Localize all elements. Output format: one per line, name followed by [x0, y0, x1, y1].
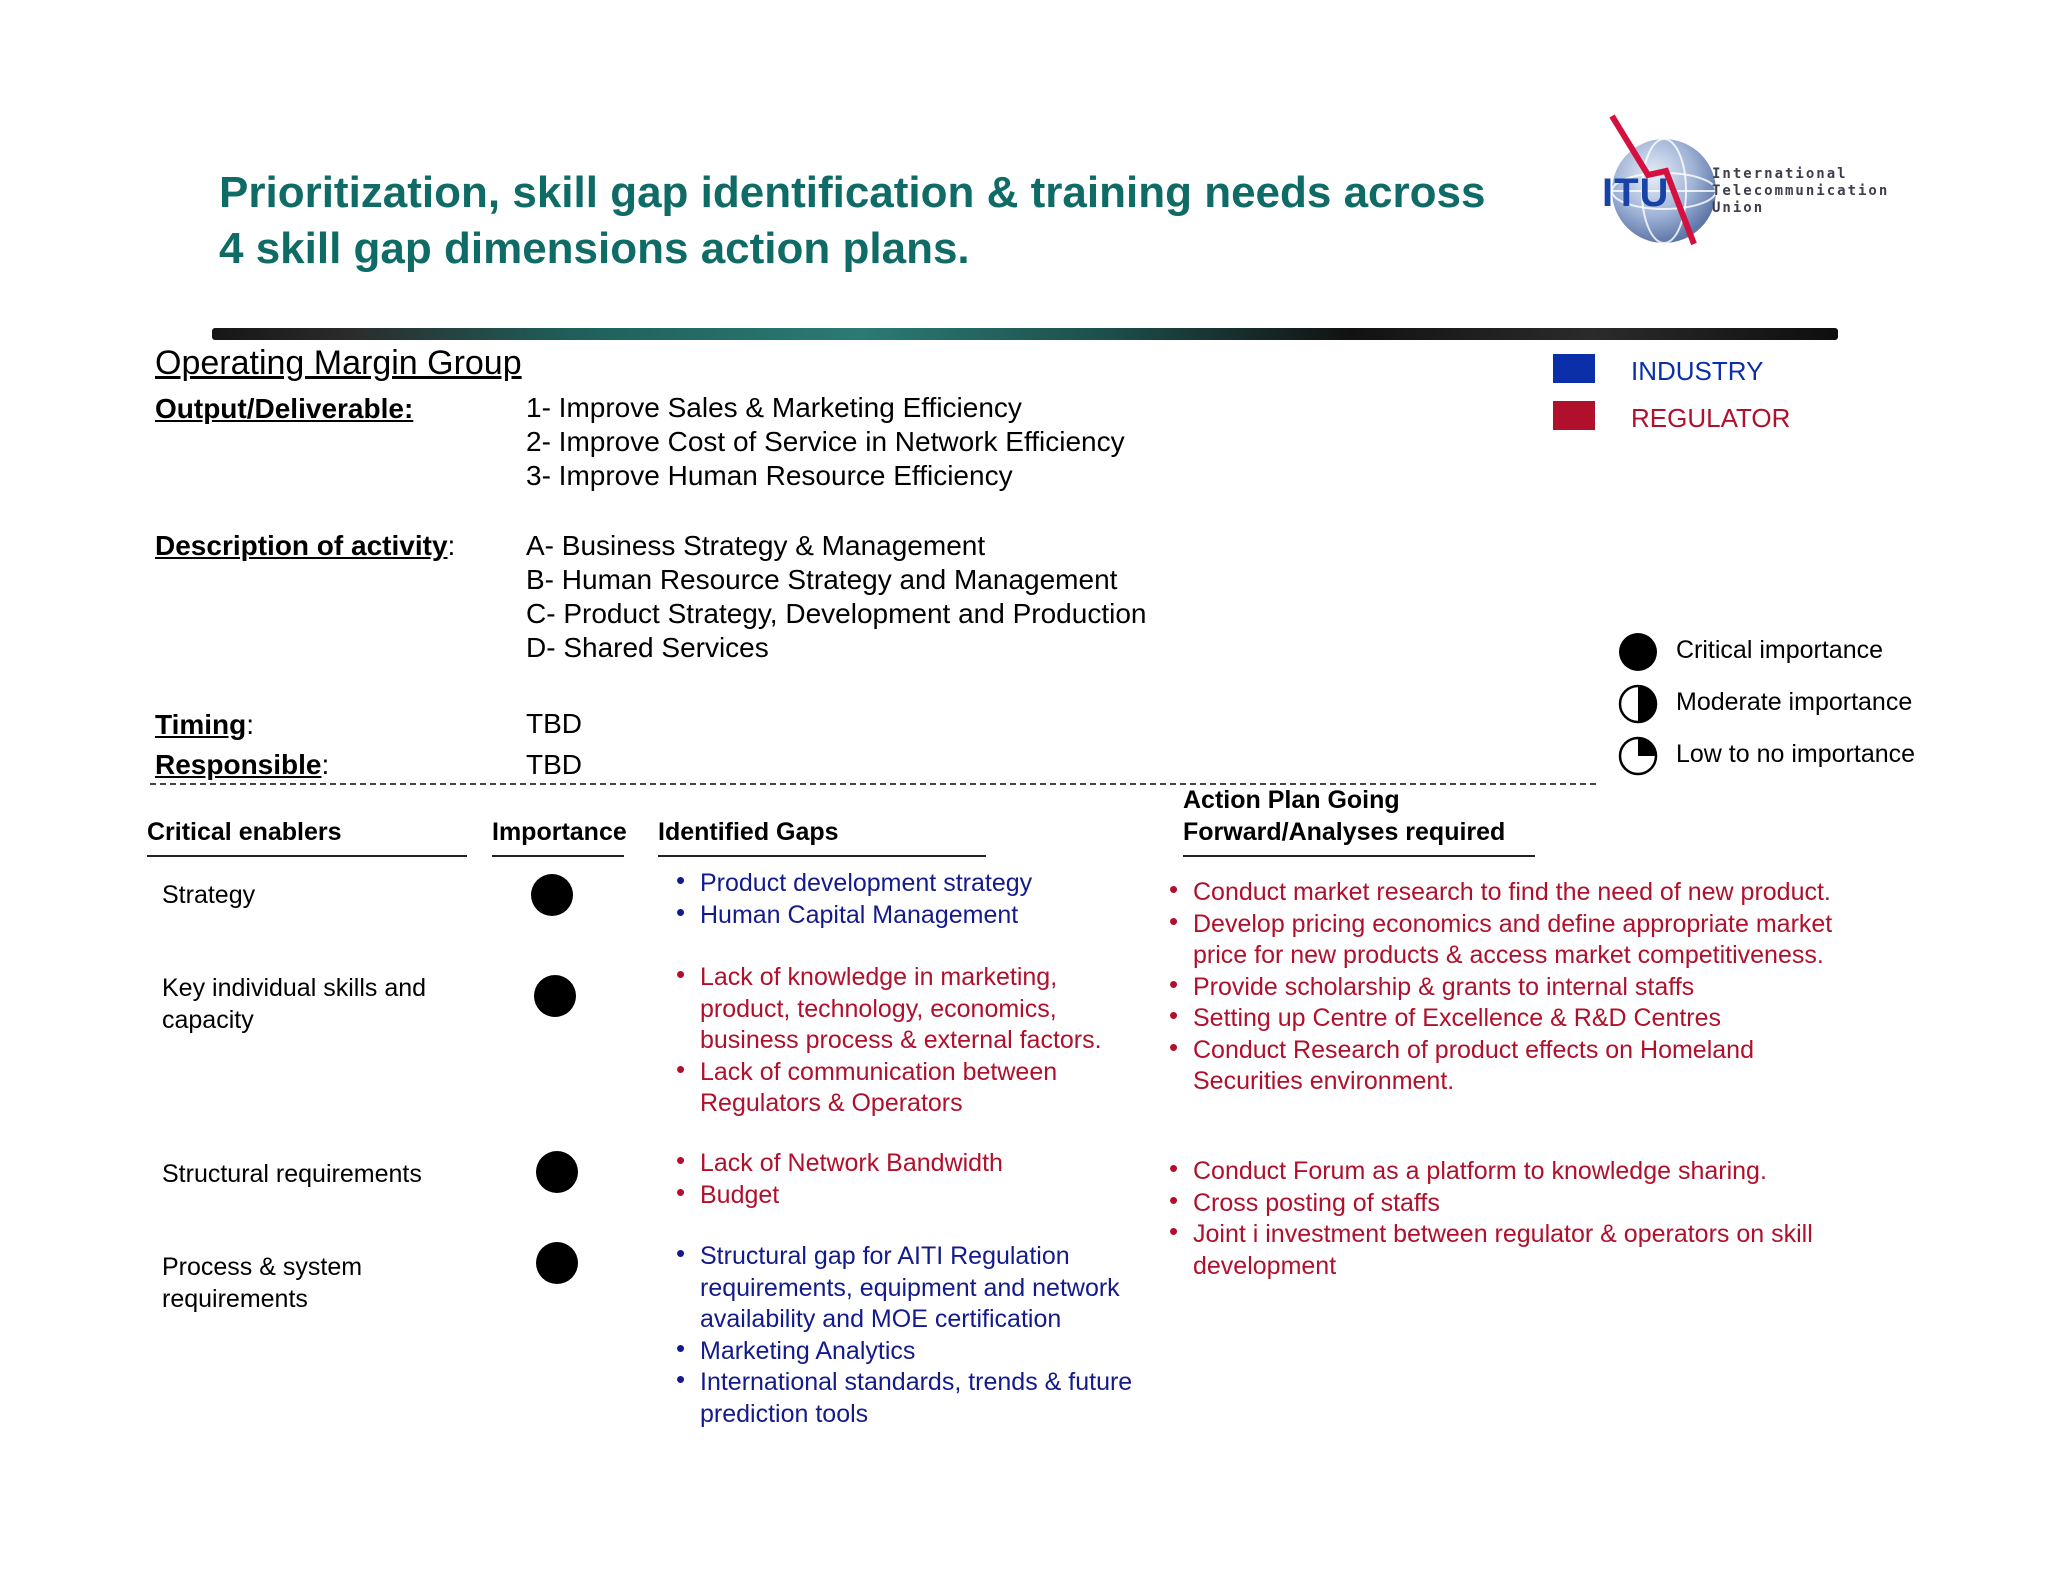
logo-line-2: Telecommunication: [1712, 183, 1890, 199]
description-colon: :: [447, 530, 456, 561]
responsible-label-wrap: [155, 749, 329, 781]
responsible-label: Responsible: [155, 749, 322, 780]
action-item: • Conduct Forum as a platform to knowledge sharing.: [1167, 1156, 1867, 1188]
action-item: • Joint i investment between regulator & operators on skill development: [1167, 1219, 1853, 1282]
importance-critical-icon: [531, 874, 573, 916]
col-header-enablers: Critical enablers: [147, 818, 342, 846]
moderate-importance-label: Moderate importance: [1676, 688, 1913, 716]
enabler-text: Key individual skills and: [162, 974, 427, 1002]
industry-swatch: [1553, 354, 1595, 383]
col-rule-enablers: [147, 855, 467, 857]
timing-value: TBD: [526, 708, 582, 739]
page-title-line-1: Prioritization, skill gap identification & training needs across: [219, 168, 1486, 217]
col-rule-action: [1183, 855, 1535, 857]
gap-item: • Budget: [674, 1180, 1074, 1212]
action-item: • Conduct Research of product effects on Homeland Securities environment.: [1167, 1035, 1793, 1098]
enabler-text: capacity: [162, 1006, 254, 1034]
gap-item: • Lack of communication between Regulators & Operators: [674, 1057, 1100, 1120]
col-header-action-line-1: Action Plan Going: [1183, 786, 1400, 814]
action-item: • Cross posting of staffs: [1167, 1188, 1867, 1220]
action-item: • Develop pricing economics and define appropriate market price for new products & access market competitiveness.: [1167, 909, 1867, 972]
enabler-process: [162, 1251, 362, 1315]
gap-item: • Lack of Network Bandwidth: [674, 1148, 1074, 1180]
col-header-action: [1183, 784, 1505, 848]
description-item: B- Human Resource Strategy and Management: [526, 564, 1118, 595]
moderate-importance-icon: [1618, 684, 1658, 724]
industry-label: INDUSTRY: [1631, 356, 1764, 386]
gaps-structural-list: [674, 1148, 1074, 1211]
importance-critical-icon: [534, 975, 576, 1017]
actions-group-1-list: [1167, 877, 1867, 1098]
responsible-colon: :: [321, 749, 330, 780]
col-header-gaps: Identified Gaps: [658, 818, 839, 846]
actions-group-2-list: [1167, 1156, 1867, 1282]
timing-label-wrap: [155, 709, 254, 741]
gap-item: • Marketing Analytics: [674, 1336, 1154, 1368]
action-item: • Provide scholarship & grants to internal staffs: [1167, 972, 1867, 1004]
responsible-value: TBD: [526, 749, 582, 780]
enabler-text: Structural requirements: [162, 1160, 422, 1188]
output-item: 1- Improve Sales & Marketing Efficiency: [526, 392, 1022, 423]
itu-logo-mark: ITU: [1602, 171, 1670, 215]
description-item: C- Product Strategy, Development and Production: [526, 598, 1147, 629]
output-list: [526, 391, 1125, 493]
output-item: 3- Improve Human Resource Efficiency: [526, 460, 1013, 491]
gaps-process-list: [674, 1241, 1154, 1430]
gap-item: • Product development strategy: [674, 868, 1074, 900]
importance-critical-icon: [536, 1242, 578, 1284]
output-label: Output/Deliverable:: [155, 393, 414, 424]
importance-critical-icon: [536, 1151, 578, 1193]
page-title-line-2: 4 skill gap dimensions action plans.: [219, 224, 970, 273]
title-divider: [212, 328, 1838, 340]
regulator-label: REGULATOR: [1631, 403, 1791, 433]
description-label-wrap: [155, 530, 455, 562]
gap-item: • Human Capital Management: [674, 900, 1074, 932]
logo-line-3: Union: [1712, 200, 1765, 216]
action-item: • Setting up Centre of Excellence & R&D Centres: [1167, 1003, 1867, 1035]
description-item: D- Shared Services: [526, 632, 769, 663]
timing-colon: :: [246, 709, 255, 740]
logo-line-1: International: [1712, 166, 1848, 182]
description-label: Description of activity: [155, 530, 448, 561]
description-list: [526, 529, 1146, 665]
col-header-importance: Importance: [492, 818, 627, 846]
description-item: A- Business Strategy & Management: [526, 530, 986, 561]
enabler-structural: [162, 1158, 422, 1190]
critical-importance-label: Critical importance: [1676, 636, 1884, 664]
gaps-strategy-list: [674, 868, 1074, 931]
gaps-skills-list: [674, 962, 1134, 1120]
enabler-skills: [162, 972, 426, 1036]
gap-item: • Lack of knowledge in marketing, product, technology, economics, business process & external factors.: [674, 962, 1140, 1057]
enabler-text: requirements: [162, 1285, 308, 1313]
gap-item: • International standards, trends & future prediction tools: [674, 1367, 1160, 1430]
enabler-text: Strategy: [162, 881, 256, 909]
critical-importance-icon: [1618, 632, 1658, 672]
low-importance-label: Low to no importance: [1676, 740, 1916, 768]
group-title: Operating Margin Group: [155, 344, 522, 382]
action-item: • Conduct market research to find the need of new product.: [1167, 877, 1867, 909]
gap-item: • Structural gap for AITI Regulation requirements, equipment and network availability and MOE certification: [674, 1241, 1160, 1336]
timing-label: Timing: [155, 709, 247, 740]
enabler-strategy: [162, 879, 255, 911]
col-header-action-line-2: Forward/Analyses required: [1183, 818, 1506, 846]
regulator-swatch: [1553, 401, 1595, 430]
col-rule-gaps: [658, 855, 986, 857]
itu-logo-text: [1712, 166, 1889, 217]
output-item: 2- Improve Cost of Service in Network Efficiency: [526, 426, 1125, 457]
low-importance-icon: [1618, 736, 1658, 776]
col-rule-importance: [492, 855, 624, 857]
enabler-text: Process & system: [162, 1253, 363, 1281]
